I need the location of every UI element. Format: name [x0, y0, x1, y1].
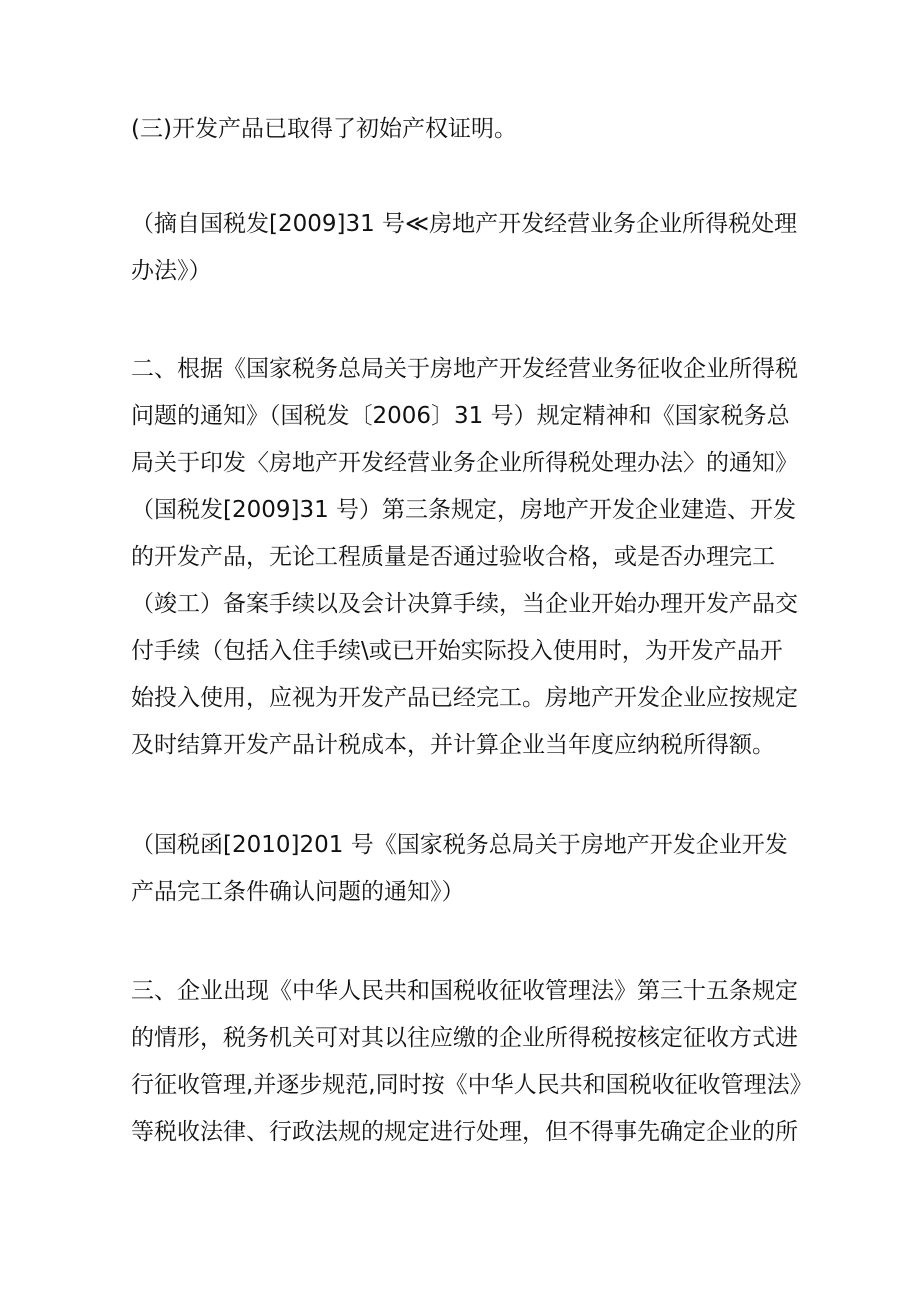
- text-line: 问题的通知》（国税发〔2006〕31 号）规定精神和《国家税务总: [131, 403, 790, 429]
- text-line: 付手续（包括入住手续\或已开始实际投入使用时，为开发产品开: [131, 638, 783, 664]
- text-line: 的情形，税务机关可对其以往应缴的企业所得税按核定征收方式进: [131, 1025, 798, 1051]
- paragraph-section-2: [131, 346, 803, 769]
- text-line: （摘自国税发[2009]31 号≪房地产开发经营业务企业所得税处理: [131, 211, 798, 237]
- text-line: （国税函[2010]201 号《国家税务总局关于房地产开发企业开发: [131, 832, 788, 858]
- paragraph-source-note-2: [131, 822, 803, 916]
- paragraph-item-3-heading: [131, 106, 803, 153]
- text-line: 二、根据《国家税务总局关于房地产开发经营业务征收企业所得税: [131, 356, 798, 382]
- text-line: 始投入使用，应视为开发产品已经完工。房地产开发企业应按规定: [131, 685, 798, 711]
- text-line: 及时结算开发产品计税成本，并计算企业当年度应纳税所得额。: [131, 732, 775, 758]
- text-line: 等税收法律、行政法规的规定进行处理，但不得事先确定企业的所: [131, 1119, 798, 1145]
- text-line: （国税发[2009]31 号）第三条规定，房地产开发企业建造、开发: [131, 497, 797, 523]
- text-line: 行征收管理,并逐步规范,同时按《中华人民共和国税收征收管理法》: [131, 1072, 813, 1098]
- text-line: 局关于印发〈房地产开发经营业务企业所得税处理办法〉的通知》: [131, 450, 798, 476]
- paragraph-section-3: [131, 968, 813, 1156]
- text-line: 的开发产品，无论工程质量是否通过验收合格，或是否办理完工: [131, 544, 775, 570]
- text-line: （竣工）备案手续以及会计决算手续，当企业开始办理开发产品交: [131, 591, 798, 617]
- paragraph-source-note-1: [131, 201, 803, 295]
- text-line: (三)开发产品已取得了初始产权证明。: [131, 116, 517, 142]
- text-line: 产品完工条件确认问题的通知》）: [131, 879, 465, 905]
- text-line: 三、企业出现《中华人民共和国税收征收管理法》第三十五条规定: [131, 978, 798, 1004]
- text-line: 办法》）: [131, 258, 212, 284]
